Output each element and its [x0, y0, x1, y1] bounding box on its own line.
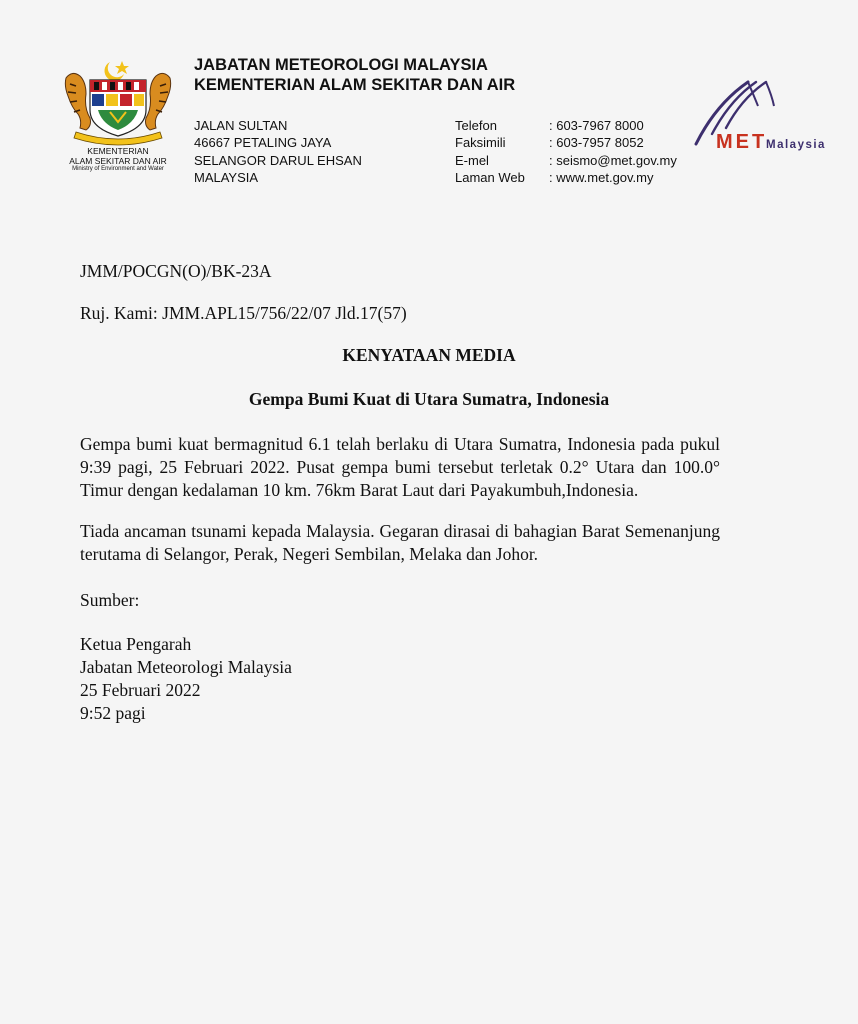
- contact-value: : 603-7957 8052: [549, 135, 644, 151]
- crest-caption-line1: KEMENTERIAN: [87, 146, 149, 156]
- signature-title: Ketua Pengarah: [80, 634, 192, 654]
- postal-address: [194, 117, 362, 186]
- contact-website: [455, 169, 677, 186]
- org-line2: KEMENTERIAN ALAM SEKITAR DAN AIR: [194, 76, 516, 94]
- reference-code: JMM/POCGN(O)/BK-23A: [80, 261, 272, 281]
- met-malaysia-logo: [690, 78, 850, 158]
- met-swoosh-icon: [690, 78, 850, 158]
- document-subheading: Gempa Bumi Kuat di Utara Sumatra, Indonesia: [248, 389, 610, 409]
- logo-met-text: MET: [716, 131, 768, 153]
- contact-value: : www.met.gov.my: [549, 169, 654, 185]
- source-label: Sumber:: [80, 590, 140, 610]
- logo-malaysia-text: Malaysia: [766, 139, 826, 151]
- signature-date: 25 Februari 2022: [80, 680, 201, 700]
- address-line: 46667 PETALING JAYA: [194, 135, 332, 151]
- org-line1: JABATAN METEOROLOGI MALAYSIA: [194, 56, 488, 74]
- address-line: JALAN SULTAN: [194, 118, 288, 133]
- document-heading: KENYATAAN MEDIA: [342, 345, 516, 365]
- our-reference: Ruj. Kami: JMM.APL15/756/22/07 Jld.17(57): [80, 303, 407, 323]
- crest-caption-line3: Ministry of Environment and Water: [72, 166, 164, 172]
- address-line: SELANGOR DARUL EHSAN: [194, 152, 362, 168]
- signature-time: 9:52 pagi: [80, 703, 146, 723]
- contact-block: [455, 117, 677, 186]
- contact-fax: [455, 134, 677, 151]
- crest-caption-line2: ALAM SEKITAR DAN AIR: [69, 156, 167, 166]
- signature-block: [80, 633, 292, 725]
- coat-of-arms-icon: [58, 58, 178, 148]
- statement-paragraph-1: Gempa bumi kuat bermagnitud 6.1 telah berlaku di Utara Sumatra, Indonesia pada pukul 9:39 pagi, 25 Februari 2022. Pusat gempa bumi tersebut terletak 0.2° Utara dan 100.0° Timur dengan kedalaman 10 km. 76km Barat Laut dari Payakumbuh,Indonesia.: [80, 434, 720, 500]
- contact-value: : 603-7967 8000: [549, 118, 644, 133]
- organisation-name: [194, 55, 515, 95]
- contact-label: E-mel: [455, 152, 489, 168]
- address-line: MALAYSIA: [194, 169, 259, 185]
- contact-label: Laman Web: [455, 169, 525, 185]
- signature-department: Jabatan Meteorologi Malaysia: [80, 657, 292, 677]
- ministry-crest: [58, 58, 178, 176]
- statement-paragraph-2: Tiada ancaman tsunami kepada Malaysia. Gegaran dirasai di bahagian Barat Semenanjung terutama di Selangor, Perak, Negeri Sembilan, Melaka dan Johor.: [80, 521, 720, 564]
- contact-label: Faksimili: [455, 135, 506, 151]
- contact-phone: [455, 117, 677, 134]
- contact-label: Telefon: [455, 118, 497, 133]
- contact-value: : seismo@met.gov.my: [549, 152, 677, 168]
- contact-email: [455, 152, 677, 169]
